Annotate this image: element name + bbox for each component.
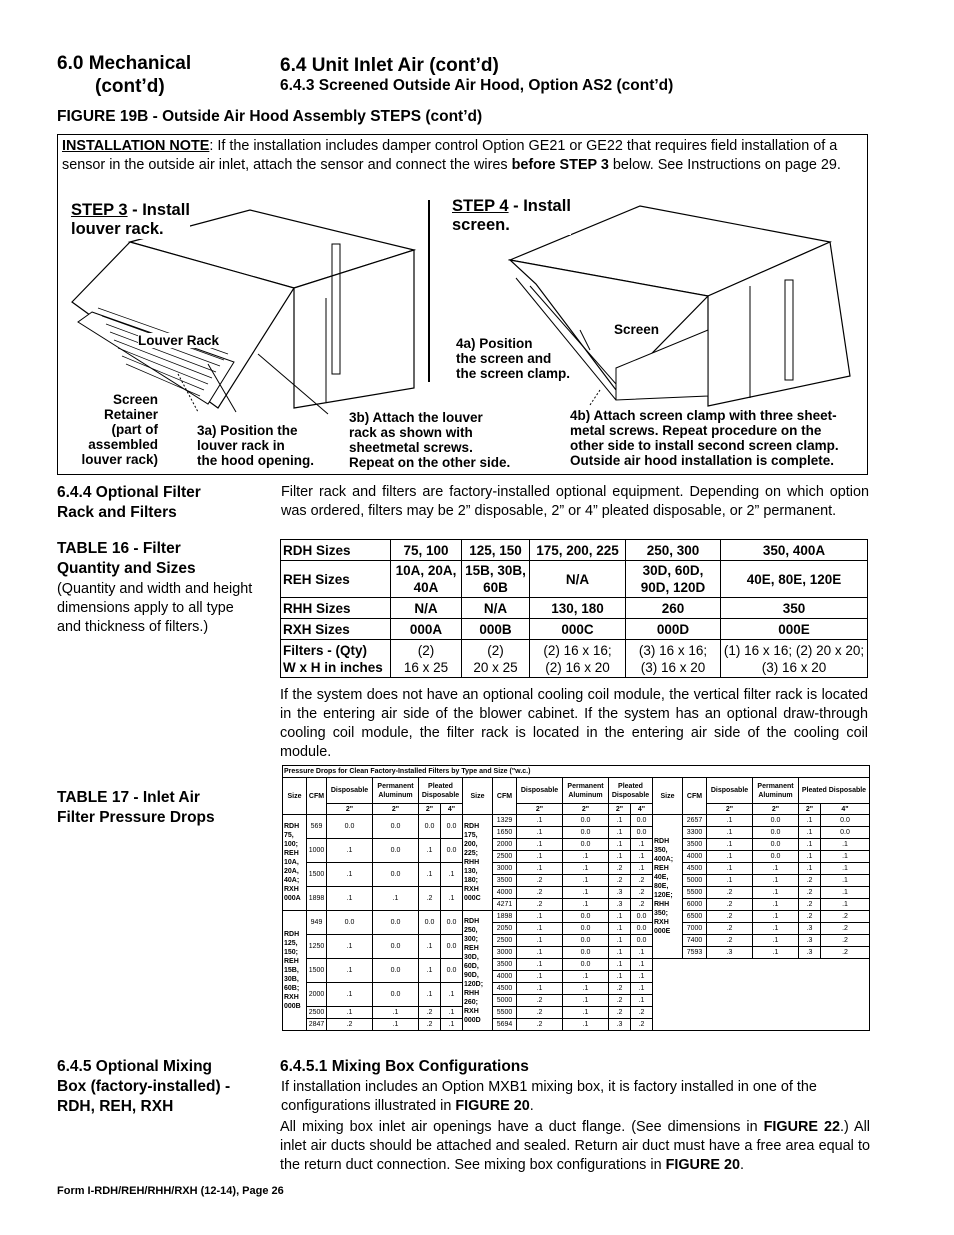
mixing-box-paragraph-1: If installation includes an Option MXB1 mixing box, it is factory installed in one of the configurations illustrated in FIGURE 20. [281, 1079, 817, 1114]
louver-rack-label: Louver Rack [138, 333, 220, 348]
table17-cell: .2 [799, 911, 821, 923]
table17-cell: .2 [799, 887, 821, 899]
table17-cell: .2 [821, 947, 870, 959]
table17-row [283, 911, 870, 923]
table17-cell: 3000 [493, 863, 517, 875]
table17-cell: .1 [609, 839, 631, 851]
table17-cell: 2657 [683, 815, 707, 827]
table17-cell: .3 [799, 923, 821, 935]
table17-cell: 0.0 [631, 815, 653, 827]
table17-cell: 4000 [683, 851, 707, 863]
table16-row: RXH Sizes 000A 000B 000C 000D 000E [281, 619, 868, 640]
table17-cell: .1 [753, 911, 799, 923]
table17-cell: .1 [631, 959, 653, 971]
table17-cell: .2 [631, 1007, 653, 1019]
table17-cell: 0.0 [631, 935, 653, 947]
subsubsection-title: 6.4.3 Screened Outside Air Hood, Option AS2 (cont’d) [280, 77, 674, 94]
table17-cell: .1 [563, 1019, 609, 1031]
table17-cell: .1 [327, 959, 373, 983]
step3-title: STEP 3 - Install louver rack. [71, 201, 190, 238]
table17-cell: .2 [707, 911, 753, 923]
table17-cell: 6500 [683, 911, 707, 923]
table17-cell: .1 [631, 947, 653, 959]
table17-cell: .1 [441, 1019, 463, 1031]
table17-cell: 0.0 [753, 827, 799, 839]
table17-cell: .1 [517, 863, 563, 875]
table17-cell: 0.0 [753, 839, 799, 851]
table17-cell: 1500 [307, 863, 327, 887]
table17-cell: 1898 [307, 887, 327, 911]
table17-cell: .1 [707, 827, 753, 839]
table17-cell: .1 [821, 851, 870, 863]
table17-cell: .2 [609, 1007, 631, 1019]
table17-cell: 0.0 [563, 911, 609, 923]
table17-cell: 7400 [683, 935, 707, 947]
table17-cell: .1 [517, 827, 563, 839]
table17-cell: 1650 [493, 827, 517, 839]
table17-cell: 7000 [683, 923, 707, 935]
table17-cell: .1 [327, 863, 373, 887]
table17-cell: .1 [563, 1007, 609, 1019]
table16-row: REH Sizes 10A, 20A, 40A 15B, 30B, 60B N/A 30D, 60D, 90D, 120D 40E, 80E, 120E [281, 561, 868, 598]
table17-cell: .1 [609, 911, 631, 923]
table17-cell: 3500 [493, 875, 517, 887]
table17-cell: .1 [441, 887, 463, 911]
table17-cell: .2 [517, 1007, 563, 1019]
table17-cell: .3 [609, 899, 631, 911]
table17-cell: .2 [799, 875, 821, 887]
table17-cell: .3 [707, 947, 753, 959]
table17-cell: 0.0 [563, 839, 609, 851]
table17-header-row: Size CFM Disposable Permanent Aluminum Pleated Disposable Size CFM Disposable Permanent Aluminum Pleated Disposable Size CFM Disposable Permanent Aluminum Pleated Disposable [283, 778, 870, 804]
table17-row [283, 815, 870, 827]
table17-cell: .1 [753, 899, 799, 911]
table17-cell: 1898 [493, 911, 517, 923]
table17-cell: .1 [373, 887, 419, 911]
table17-cell: 0.0 [373, 935, 419, 959]
filter-rack-location: If the system does not have an optional cooling coil module, the vertical filter rack is located in the entering air side of the blower cabinet. If the system has an optional draw-through cooling coil module, the filter rack is located in the entering air side of the cooling coil module. [280, 687, 868, 760]
table17-cell: 0.0 [563, 923, 609, 935]
table17-cell: .1 [563, 971, 609, 983]
table17-row [283, 863, 870, 875]
table17-cell: .1 [799, 815, 821, 827]
table17-cell: .2 [609, 995, 631, 1007]
table17-cell: .2 [707, 899, 753, 911]
table17-cell: .1 [517, 959, 563, 971]
table17-cell: 0.0 [373, 959, 419, 983]
table17-size-cell: RDH 250, 300; REH 30D, 60D, 90D, 120D; RHH 260; RXH 000D [463, 911, 493, 1031]
table17-cell: .2 [707, 935, 753, 947]
table17-cell: .1 [799, 851, 821, 863]
section-title: 6.0 Mechanical (cont’d) [57, 53, 192, 97]
table17-row [283, 959, 870, 971]
table17-cell: .1 [707, 863, 753, 875]
table17-cell: 0.0 [373, 983, 419, 1007]
table17-cell: .2 [419, 1019, 441, 1031]
table17-cell: .1 [517, 935, 563, 947]
table17-cell: .1 [563, 851, 609, 863]
table17-cell: .2 [609, 875, 631, 887]
table17-row [283, 887, 870, 899]
table17-cell: 2500 [493, 851, 517, 863]
table16-row: RHH Sizes N/A N/A 130, 180 260 350 [281, 598, 868, 619]
table17-cell: .1 [609, 851, 631, 863]
table17-cell: 1329 [493, 815, 517, 827]
table17-cell: .2 [631, 875, 653, 887]
table17-cell: .1 [419, 983, 441, 1007]
mixing-box-paragraph-2: All mixing box inlet air openings have a duct flange. (See dimensions in FIGURE 22.) All inlet air ducts should be attached and sealed. Return air duct must have a free area equal to the return duct connection. See mixing box configurations in FIGURE 20. [280, 1119, 870, 1173]
table17-cell: 0.0 [441, 935, 463, 959]
table17-cell: .1 [441, 983, 463, 1007]
table17 [282, 765, 870, 1031]
table17-cell: 0.0 [373, 815, 419, 839]
table17-cell: .1 [821, 839, 870, 851]
table16-title: TABLE 16 - Filter Quantity and Sizes [57, 540, 196, 577]
table17-cell: 0.0 [441, 959, 463, 983]
table17-row [283, 839, 870, 851]
table17-cell: 2000 [493, 839, 517, 851]
table17-cell: .1 [707, 851, 753, 863]
table17-cell: 0.0 [419, 911, 441, 935]
table17-cell: .1 [517, 815, 563, 827]
table17-cell: .1 [609, 959, 631, 971]
table17-cell: .1 [799, 863, 821, 875]
table17-cell: .1 [563, 899, 609, 911]
table17-cell: 5694 [493, 1019, 517, 1031]
table17-cell: 2500 [307, 1007, 327, 1019]
table17-cell: .1 [563, 875, 609, 887]
table17-cell: 1250 [307, 935, 327, 959]
table17-cell: .1 [631, 839, 653, 851]
table17-cell: .1 [753, 875, 799, 887]
table17-cell: 2000 [307, 983, 327, 1007]
table17-cell: 0.0 [563, 815, 609, 827]
table17-cell: .1 [631, 851, 653, 863]
mixing-box-heading: 6.4.5 Optional Mixing Box (factory-installed) - RDH, REH, RXH [57, 1058, 231, 1115]
table17-cell: .1 [327, 887, 373, 911]
table16-note: (Quantity and width and height dimensions apply to all type and thickness of filters.) [57, 581, 253, 635]
table17-cell: 0.0 [563, 947, 609, 959]
step-divider [428, 200, 430, 382]
table17-cell: 6000 [683, 899, 707, 911]
table17-cell: 0.0 [563, 827, 609, 839]
table17-cell: .1 [517, 911, 563, 923]
table17-cell: .1 [327, 983, 373, 1007]
table17-cell: .1 [753, 887, 799, 899]
table17-cell: .1 [327, 839, 373, 863]
table17-cell: 949 [307, 911, 327, 935]
table17-empty-cell [653, 959, 870, 1031]
table17-size-cell: RDH 125, 150; REH 15B, 30B, 60B; RXH 000B [283, 911, 307, 1031]
table17-cell: .1 [373, 1019, 419, 1031]
table17-cell: .1 [517, 983, 563, 995]
table17-cell: 0.0 [441, 815, 463, 839]
table17-cell: .1 [517, 947, 563, 959]
table17-cell: .2 [517, 899, 563, 911]
table17-cell: .2 [419, 887, 441, 911]
table17-cell: .2 [707, 887, 753, 899]
table17-cell: .1 [327, 935, 373, 959]
table17-cell: 4500 [493, 983, 517, 995]
table16 [280, 539, 868, 678]
table17-cell: .2 [419, 1007, 441, 1019]
table17-cell: .1 [609, 935, 631, 947]
table17-cell: 1000 [307, 839, 327, 863]
table17-cell: .1 [821, 863, 870, 875]
table17-cell: .2 [517, 887, 563, 899]
table17-cell: 0.0 [821, 827, 870, 839]
table17-cell: .3 [609, 887, 631, 899]
table17-cell: 4000 [493, 971, 517, 983]
step3a-label: 3a) Position the louver rack in the hood opening. [197, 423, 314, 468]
table17-cell: 0.0 [753, 815, 799, 827]
table17-cell: 2500 [493, 935, 517, 947]
table17-cell: .2 [609, 863, 631, 875]
table17-thickness-row: 2" 2" 2" 4" 2" 2" 2" 4" 2" 2" 2" 4" [283, 804, 870, 815]
table17-cell: .2 [631, 899, 653, 911]
figure-title: FIGURE 19B - Outside Air Hood Assembly STEPS (cont’d) [57, 108, 483, 125]
table17-cell: .1 [753, 935, 799, 947]
table17-cell: 1500 [307, 959, 327, 983]
table17-cell: 2847 [307, 1019, 327, 1031]
table17-cell: .1 [441, 1007, 463, 1019]
filters-intro: Filter rack and filters are factory-installed optional equipment. Depending on which option was ordered, filters may be 2” disposable, 2” or 4” pleated disposable, or 2” permanent. [281, 484, 869, 519]
table17-cell: .1 [517, 839, 563, 851]
table17-cell: .1 [707, 815, 753, 827]
table17-cell: .1 [517, 851, 563, 863]
table17-cell: 0.0 [327, 815, 373, 839]
table17-cell: .1 [609, 815, 631, 827]
table17-cell: 5500 [493, 1007, 517, 1019]
table17-cell: .2 [517, 1019, 563, 1031]
table17-cell: .1 [373, 1007, 419, 1019]
table17-cell: 569 [307, 815, 327, 839]
table17-cell: .2 [821, 911, 870, 923]
table17-cell: .1 [631, 863, 653, 875]
table17-cell: .2 [821, 923, 870, 935]
table17-cell: 5000 [493, 995, 517, 1007]
table17-cell: .2 [327, 1019, 373, 1031]
table17-cell: .3 [799, 935, 821, 947]
table16-row: Filters - (Qty) W x H in inches (2) 16 x 25 (2) 20 x 25 (2) 16 x 16; (2) 16 x 20 (3) 16 x 16; (3) 16 x 20 (1) 16 x 16; (2) 20 x 20; (3) 16 x 20 [281, 640, 868, 678]
table17-cell: .2 [821, 935, 870, 947]
table17-cell: .1 [563, 983, 609, 995]
table17-cell: .1 [609, 971, 631, 983]
table17-cell: .1 [631, 983, 653, 995]
table17-cell: .1 [327, 1007, 373, 1019]
filters-heading: 6.4.4 Optional Filter Rack and Filters [57, 484, 201, 521]
table17-title-row: Pressure Drops for Clean Factory-Installed Filters by Type and Size ("w.c.) [283, 766, 870, 778]
table17-cell: .1 [609, 923, 631, 935]
table17-cell: .1 [441, 863, 463, 887]
table17-cell: 0.0 [441, 839, 463, 863]
table17-cell: 3500 [493, 959, 517, 971]
screen-retainer-label: Screen Retainer (part of assembled louver rack) [81, 392, 158, 467]
table17-cell: .1 [563, 995, 609, 1007]
table17-cell: 5000 [683, 875, 707, 887]
table17-cell: 0.0 [419, 815, 441, 839]
table17-size-cell: RDH 75, 100; REH 10A, 20A, 40A; RXH 000A [283, 815, 307, 911]
table17-cell: 0.0 [327, 911, 373, 935]
subsection-title: 6.4 Unit Inlet Air (cont’d) [280, 55, 499, 76]
table17-cell: .1 [609, 827, 631, 839]
screen-label: Screen [614, 322, 660, 337]
table17-cell: 4000 [493, 887, 517, 899]
table17-cell: .1 [419, 863, 441, 887]
table17-cell: .1 [821, 875, 870, 887]
table17-cell: 0.0 [631, 827, 653, 839]
table17-cell: 0.0 [631, 911, 653, 923]
step4a-label: 4a) Position the screen and the screen clamp. [456, 336, 571, 381]
table17-cell: .1 [753, 947, 799, 959]
table17-cell: .1 [821, 899, 870, 911]
table17-cell: .3 [609, 1019, 631, 1031]
installation-note: INSTALLATION NOTE: If the installation includes damper control Option GE21 or GE22 that requires field installation of a sensor in the outside air inlet, attach the sensor and connect the wires before STEP 3 below. See Instructions on page 29. [62, 138, 841, 173]
mixing-box-subheading: 6.4.5.1 Mixing Box Configurations [280, 1058, 529, 1075]
table17-cell: .1 [707, 839, 753, 851]
table17-cell: .1 [753, 923, 799, 935]
table17-cell: .1 [563, 887, 609, 899]
table17-cell: .2 [517, 875, 563, 887]
table17-cell: 3000 [493, 947, 517, 959]
table17-cell: 3300 [683, 827, 707, 839]
table17-cell: 4500 [683, 863, 707, 875]
table17-cell: 5500 [683, 887, 707, 899]
table17-size-cell: RDH 350, 400A; REH 40E, 80E, 120E; RHH 350; RXH 000E [653, 815, 683, 959]
step4-title: STEP 4 - Install screen. [452, 197, 571, 234]
table17-cell: .1 [631, 995, 653, 1007]
table17-cell: 0.0 [631, 923, 653, 935]
table17-cell: 0.0 [373, 839, 419, 863]
table17-cell: .2 [707, 923, 753, 935]
table17-cell: .1 [631, 971, 653, 983]
table17-cell: 0.0 [441, 911, 463, 935]
table17-cell: .2 [799, 899, 821, 911]
table17-cell: .1 [419, 839, 441, 863]
page-footer: Form I-RDH/REH/RHH/RXH (12-14), Page 26 [57, 1185, 284, 1197]
table17-cell: .3 [799, 947, 821, 959]
table17-cell: .1 [517, 971, 563, 983]
table17-cell: .1 [517, 923, 563, 935]
table17-cell: .1 [799, 839, 821, 851]
table17-cell: .1 [563, 863, 609, 875]
table17-cell: 0.0 [563, 935, 609, 947]
table17-cell: .1 [799, 827, 821, 839]
table17-cell: .2 [631, 1019, 653, 1031]
table17-size-cell: RDH 175, 200, 225; RHH 130, 180; RXH 000C [463, 815, 493, 911]
table17-cell: 0.0 [373, 863, 419, 887]
table17-row [283, 935, 870, 947]
table17-cell: 0.0 [563, 959, 609, 971]
table17-cell: .1 [753, 863, 799, 875]
table17-cell: 3500 [683, 839, 707, 851]
table17-cell: 0.0 [753, 851, 799, 863]
table17-cell: .2 [517, 995, 563, 1007]
table17-cell: .2 [609, 983, 631, 995]
table17-cell: 7593 [683, 947, 707, 959]
table17-cell: .1 [707, 875, 753, 887]
table17-title: TABLE 17 - Inlet Air Filter Pressure Drops [57, 789, 215, 826]
table17-cell: .1 [609, 947, 631, 959]
step3b-label: 3b) Attach the louver rack as shown with sheetmetal screws. Repeat on the other side. [349, 410, 511, 470]
table17-cell: .2 [631, 887, 653, 899]
table17-cell: .1 [419, 959, 441, 983]
table17-cell: 2050 [493, 923, 517, 935]
table17-cell: 0.0 [821, 815, 870, 827]
step4b-label: 4b) Attach screen clamp with three sheet- metal screws. Repeat procedure on the other side to install second screen clamp. Outside air hood installation is complete. [570, 408, 839, 468]
table16-row: RDH Sizes 75, 100 125, 150 175, 200, 225 250, 300 350, 400A [281, 540, 868, 561]
table17-cell: .1 [419, 935, 441, 959]
table17-cell: .1 [821, 887, 870, 899]
table17-cell: 0.0 [373, 911, 419, 935]
table17-cell: 4271 [493, 899, 517, 911]
